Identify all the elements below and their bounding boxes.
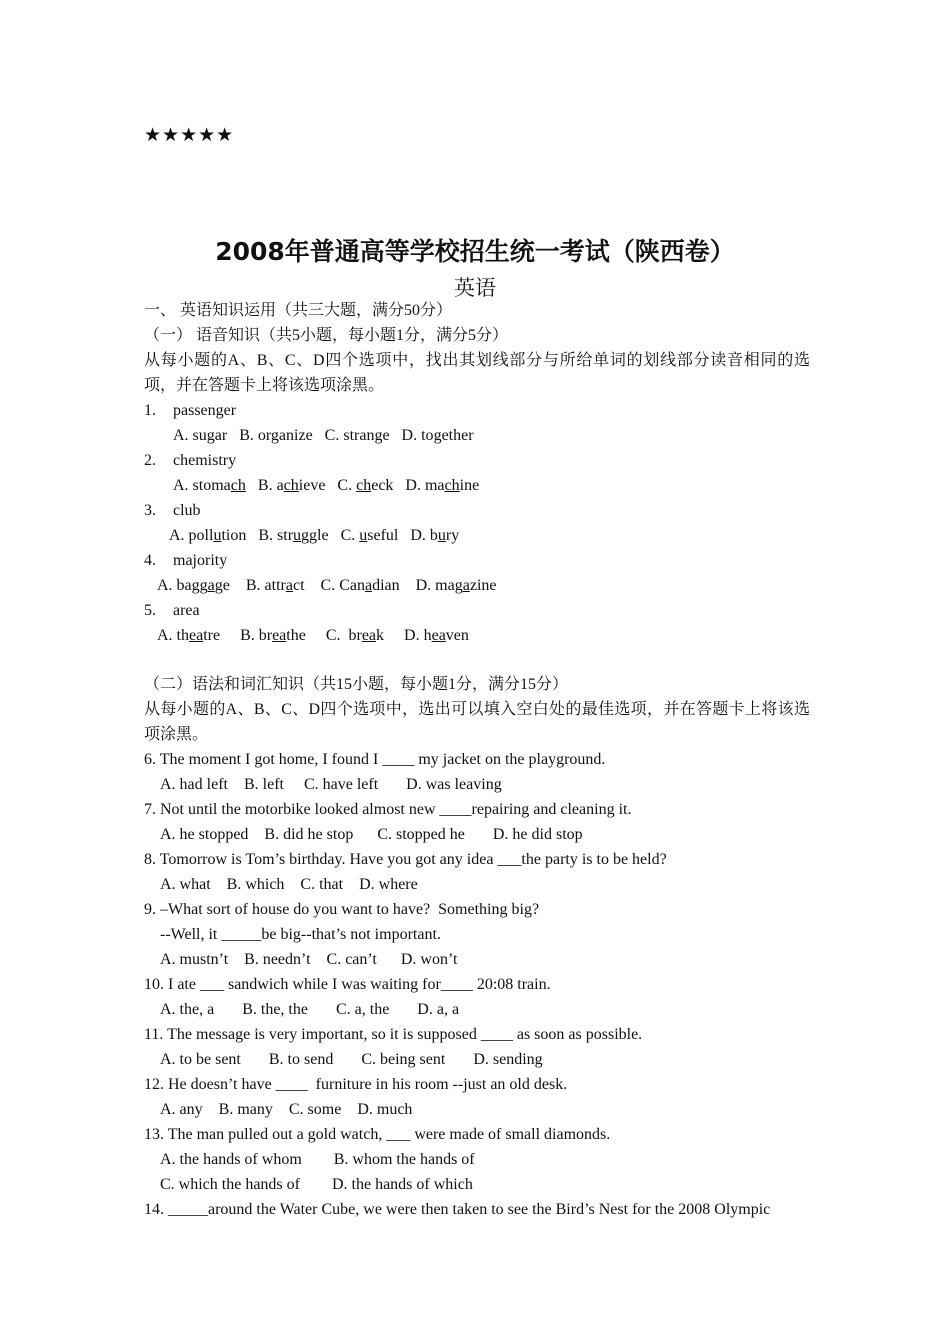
exam-content [144,298,810,1222]
part1-heading: （一） 语音知识（共5小题，每小题1分，满分5分） [144,327,509,344]
question-9-response: --Well, it _____be big--that’s not important. [160,926,441,943]
question-10: 10. I ate ___ sandwich while I was waiting for____ 20:08 train. [144,976,551,993]
question-word: chemistry [173,452,237,469]
question-3-options: A. pollution B. struggle C. useful D. bury [169,527,460,544]
question-13-options-ab: A. the hands of whom B. whom the hands of [160,1151,475,1168]
question-number: 3. [144,502,156,519]
question-5 [144,598,810,623]
question-10-options: A. the, a B. the, the C. a, the D. a, a [160,1001,460,1018]
question-1 [144,398,810,423]
question-3 [144,498,810,523]
question-11-options: A. to be sent B. to send C. being sent D. sending [160,1051,543,1068]
part2-instructions: 从每小题的A、B、C、D四个选项中，选出可以填入空白处的最佳选项，并在答题卡上将该选项涂黑。 [144,701,810,743]
question-number: 5. [144,602,156,619]
question-11: 11. The message is very important, so it is supposed ____ as soon as possible. [144,1026,643,1043]
subject-title: 英语 [454,276,496,300]
question-word: passenger [173,402,237,419]
question-12: 12. He doesn’t have ____ furniture in his room --just an old desk. [144,1076,568,1093]
spacer [144,648,810,672]
question-number: 2. [144,452,156,469]
question-2 [144,448,810,473]
question-8-options: A. what B. which C. that D. where [160,876,418,893]
question-number: 1. [144,402,156,419]
question-word: majority [173,552,228,569]
question-2-options: A. stomach B. achieve C. check D. machine [173,477,480,494]
question-1-options: A. sugar B. organize C. strange D. together [173,427,474,444]
question-7: 7. Not until the motorbike looked almost new ____repairing and cleaning it. [144,801,632,818]
question-7-options: A. he stopped B. did he stop C. stopped he D. he did stop [160,826,583,843]
question-5-options: A. theatre B. breathe C. break D. heaven [157,627,469,644]
question-14: 14. _____around the Water Cube, we were then taken to see the Bird’s Nest for the 2008 Olympic [144,1201,771,1218]
part1-instructions: 从每小题的A、B、C、D四个选项中，找出其划线部分与所给单词的划线部分读音相同的选项，并在答题卡上将该选项涂黑。 [144,352,810,394]
question-13: 13. The man pulled out a gold watch, ___ were made of small diamonds. [144,1126,611,1143]
question-9-options: A. mustn’t B. needn’t C. can’t D. won’t [160,951,458,968]
question-12-options: A. any B. many C. some D. much [160,1101,413,1118]
question-13-options-cd: C. which the hands of D. the hands of which [160,1176,473,1193]
question-4-options: A. baggage B. attract C. Canadian D. magazine [157,577,497,594]
part2-heading: （二）语法和词汇知识（共15小题，每小题1分，满分15分） [144,676,569,693]
question-word: club [173,502,201,519]
section-heading: 一、 英语知识运用（共三大题，满分50分） [144,302,453,319]
question-6: 6. The moment I got home, I found I ____ my jacket on the playground. [144,751,606,768]
question-4 [144,548,810,573]
question-6-options: A. had left B. left C. have left D. was leaving [160,776,502,793]
question-9: 9. –What sort of house do you want to have? Something big? [144,901,540,918]
question-number: 4. [144,552,156,569]
question-word: area [173,602,200,619]
stars-rating: ★★★★★ [144,124,235,146]
page-title: 2008年普通高等学校招生统一考试（陕西卷） [215,237,735,266]
question-8: 8. Tomorrow is Tom’s birthday. Have you got any idea ___the party is to be held? [144,851,667,868]
